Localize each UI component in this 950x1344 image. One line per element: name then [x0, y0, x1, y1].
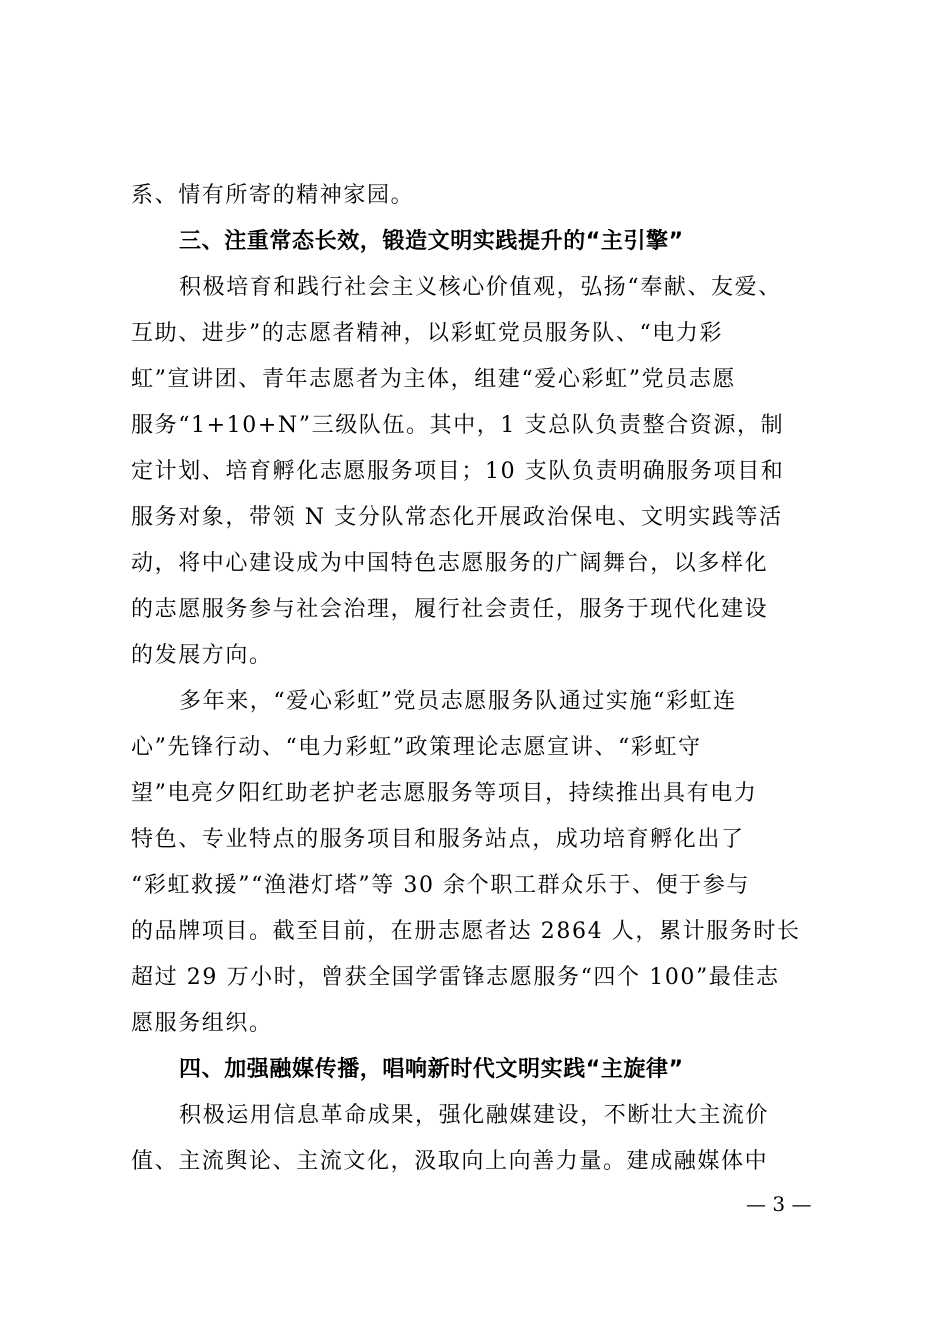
- section-heading-four: 四、加强融媒传播，唱响新时代文明实践“主旋律”: [179, 1057, 684, 1082]
- paragraph-line: 超过 29 万小时，曾获全国学雷锋志愿服务“四个 100”最佳志: [131, 965, 780, 990]
- paragraph-line: 的志愿服务参与社会治理，履行社会责任，服务于现代化建设: [131, 597, 769, 622]
- paragraph-line: 的品牌项目。截至目前，在册志愿者达 2864 人，累计服务时长: [131, 919, 801, 944]
- paragraph-line: 特色、专业特点的服务项目和服务站点，成功培育孵化出了: [131, 827, 745, 852]
- section-heading-three: 三、注重常态长效，锻造文明实践提升的“主引擎”: [179, 229, 684, 254]
- paragraph-line: 值、主流舆论、主流文化，汲取向上向善力量。建成融媒体中: [131, 1149, 769, 1174]
- paragraph-line: 多年来，“爱心彩虹”党员志愿服务队通过实施“彩虹连: [179, 689, 737, 714]
- paragraph-line: 互助、进步”的志愿者精神，以彩虹党员服务队、“电力彩: [131, 321, 724, 346]
- paragraph-line: 的发展方向。: [131, 643, 273, 668]
- paragraph-line: 定计划、培育孵化志愿服务项目；10 支队负责明确服务项目和: [131, 459, 785, 484]
- paragraph-line: 愿服务组织。: [131, 1011, 273, 1036]
- paragraph-line: 服务“1+10+N”三级队伍。其中，1 支总队负责整合资源，制: [131, 413, 785, 438]
- paragraph-continuation-line: 系、情有所寄的精神家园。: [131, 183, 415, 208]
- paragraph-line: 虹”宣讲团、青年志愿者为主体，组建“爱心彩虹”党员志愿: [131, 367, 736, 392]
- paragraph-line: 心”先锋行动、“电力彩虹”政策理论志愿宣讲、“彩虹守: [131, 735, 702, 760]
- paragraph-line: 服务对象，带领 N 支分队常态化开展政治保电、文明实践等活: [131, 505, 783, 530]
- paragraph-line: 动，将中心建设成为中国特色志愿服务的广阔舞台，以多样化: [131, 551, 769, 576]
- document-body: [131, 173, 821, 1185]
- paragraph-line: 积极运用信息革命成果，强化融媒建设，不断壮大主流价: [179, 1103, 770, 1128]
- paragraph-line: 积极培育和践行社会主义核心价值观，弘扬“奉献、友爱、: [179, 275, 782, 300]
- paragraph-line: 望”电亮夕阳红助老护老志愿服务等项目，持续推出具有电力: [131, 781, 758, 806]
- paragraph-line: “彩虹救援”“渔港灯塔”等 30 余个职工群众乐于、便于参与: [131, 873, 750, 898]
- page-number: — 3 —: [746, 1192, 812, 1216]
